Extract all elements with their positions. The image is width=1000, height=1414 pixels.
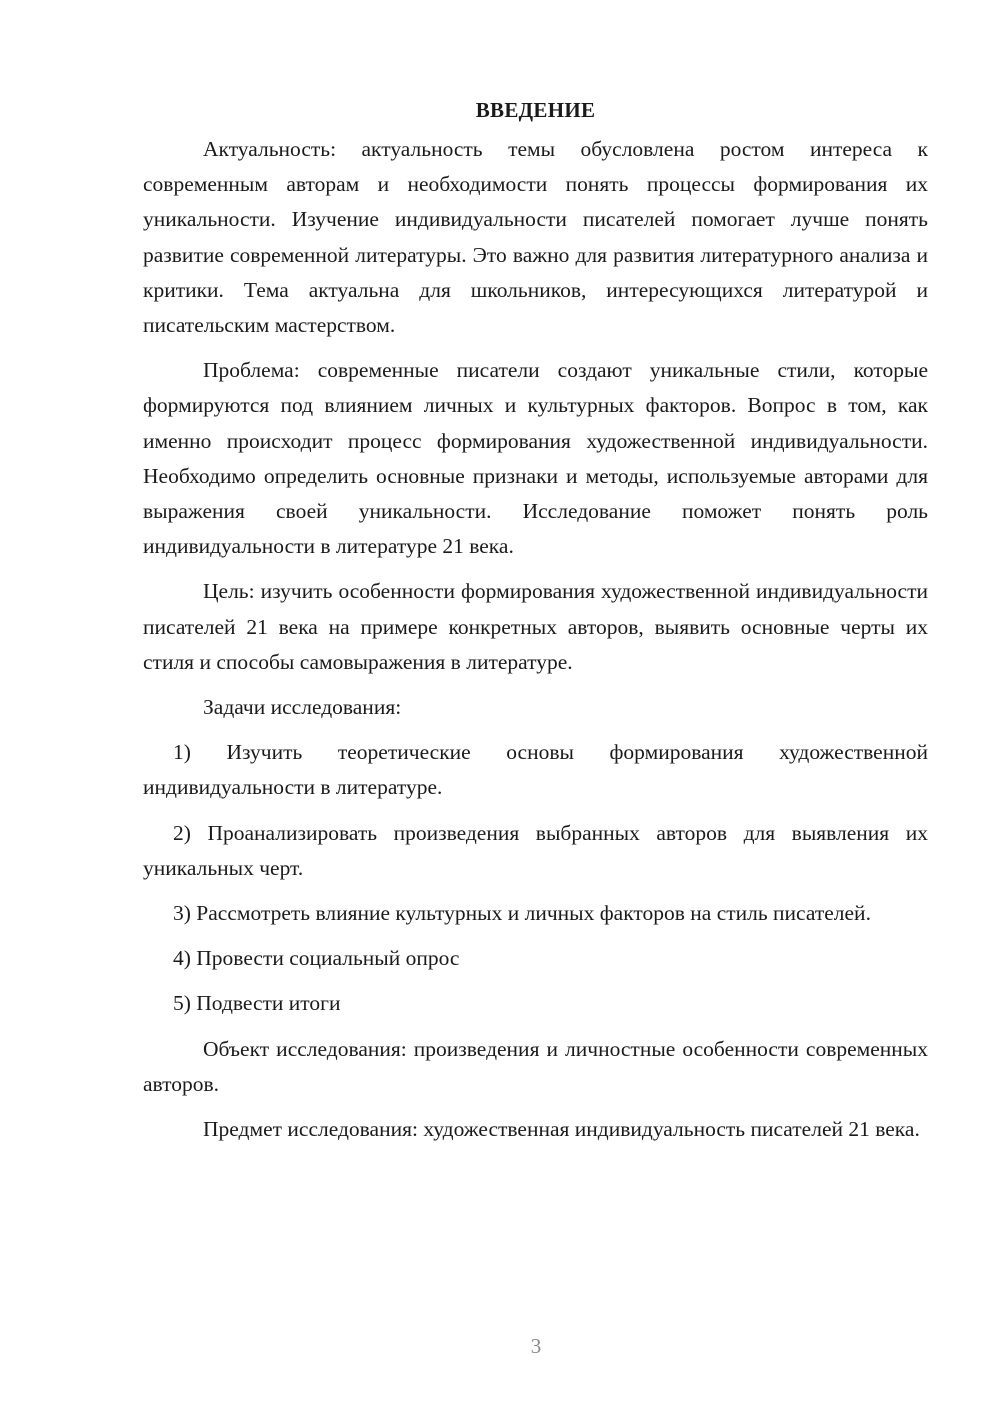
page-number: 3 xyxy=(530,1334,542,1358)
tasks-title: Задачи исследования: xyxy=(203,695,402,720)
goal-paragraph: Цель: изучить особенности формирования художественной индивидуальности писателей 21 века на примере конкретных авторов, выявить основные черты их стиля и способы самовыражения в литературе. xyxy=(143,579,928,674)
task-item-2: 2) Проанализировать произведения выбранных авторов для выявления их уникальных черт. xyxy=(143,820,928,880)
subject-paragraph: Предмет исследования: художественная индивидуальность писателей 21 века. xyxy=(203,1117,920,1142)
relevance-paragraph: Актуальность: актуальность темы обусловлена ростом интереса к современным авторам и необходимости понять процессы формирования их уникальности. Изучение индивидуальности писателей помогает лучше понять развитие современной литературы. Это важно для развития литературного анализа и критики. Тема актуальна для школьников, интересующихся литературой и писательским мастерством. xyxy=(143,137,928,338)
object-paragraph: Объект исследования: произведения и личностные особенности современных авторов. xyxy=(143,1036,928,1096)
document-page xyxy=(143,93,928,1157)
problem-paragraph: Проблема: современные писатели создают уникальные стили, которые формируются под влиянием личных и культурных факторов. Вопрос в том, как именно происходит процесс формирования художественной индивидуальности. Необходимо определить основные признаки и методы, используемые авторами для выражения своей уникальности. Исследование поможет понять роль индивидуальности в литературе 21 века. xyxy=(143,358,928,559)
section-heading: ВВЕДЕНИЕ xyxy=(475,98,596,122)
task-item-4: 4) Провести социальный опрос xyxy=(173,946,460,971)
task-item-5: 5) Подвести итоги xyxy=(173,991,341,1016)
task-item-3: 3) Рассмотреть влияние культурных и личных факторов на стиль писателей. xyxy=(173,901,871,926)
task-item-1: 1) Изучить теоретические основы формирования художественной индивидуальности в литературе. xyxy=(143,740,928,800)
